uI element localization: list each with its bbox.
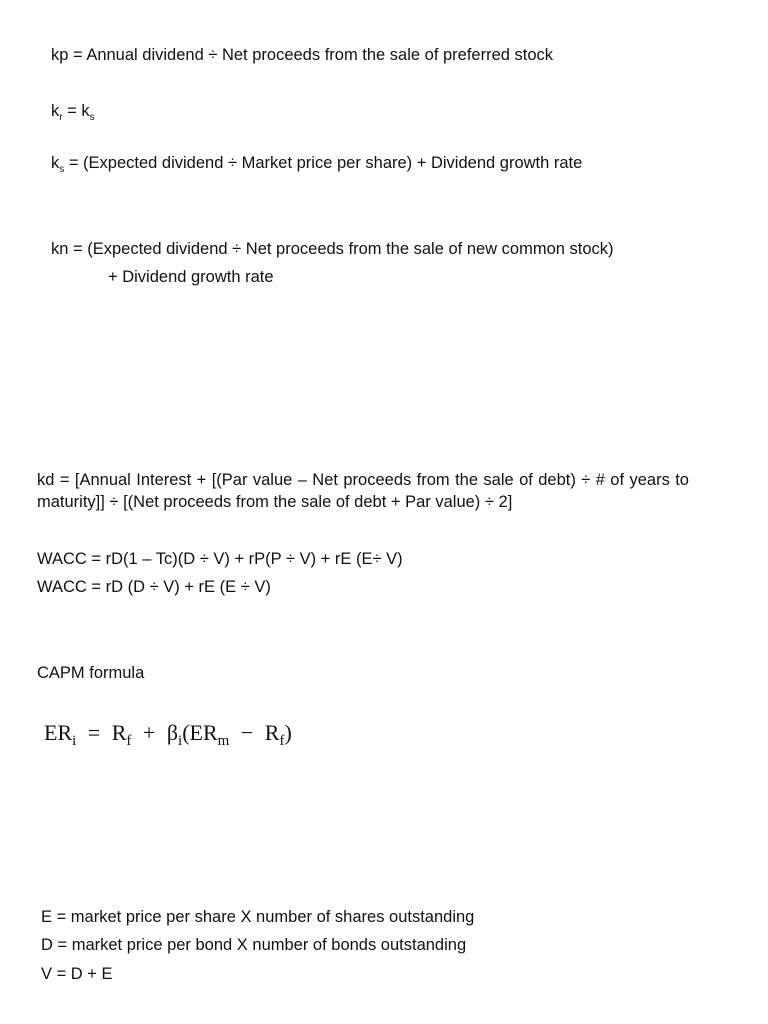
kn-formula-line1: kn = (Expected dividend ÷ Net proceeds from the sale of new common stock) (51, 240, 614, 258)
ks-rest: = (Expected dividend ÷ Market price per share) + Dividend growth rate (64, 154, 583, 172)
capm-minus: − (240, 720, 254, 745)
capm-sub-m: m (217, 733, 230, 749)
kr-subscript-r: r (59, 112, 63, 123)
definition-d: D = market price per bond X number of bonds outstanding (41, 936, 467, 954)
kd-formula: kd = [Annual Interest + [(Par value – Net proceeds from the sale of debt) ÷ # of years to maturity]] ÷ [(Net proceeds from the sale of debt + Par value) ÷ 2] (37, 471, 689, 511)
capm-beta: β (166, 720, 179, 745)
capm-sub-f2: f (279, 733, 285, 749)
definition-v: V = D + E (41, 965, 113, 983)
kr-k: k (51, 102, 60, 120)
capm-rf: R (111, 720, 127, 745)
capm-sub-f: f (126, 733, 132, 749)
capm-beta-sub-i: i (178, 733, 183, 749)
capm-open-erm: (ER (182, 720, 218, 745)
capm-er: ER (44, 720, 73, 745)
capm-rf2: R (264, 720, 280, 745)
definition-e: E = market price per share X number of shares outstanding (41, 908, 475, 926)
kn-formula-line2: + Dividend growth rate (108, 268, 274, 286)
wacc-formula-simple: WACC = rD (D ÷ V) + rE (E ÷ V) (37, 578, 271, 596)
capm-plus: + (142, 720, 156, 745)
capm-equals: = (87, 720, 101, 745)
ks-formula (51, 153, 582, 173)
wacc-formula-full: WACC = rD(1 – Tc)(D ÷ V) + rP(P ÷ V) + rE (E÷ V) (37, 550, 403, 568)
capm-close: ) (284, 720, 292, 745)
kp-formula: kp = Annual dividend ÷ Net proceeds from the sale of preferred stock (51, 46, 554, 64)
ks-k: k (51, 154, 60, 172)
capm-label: CAPM formula (37, 664, 145, 682)
ks-subscript-s: s (59, 164, 65, 175)
capm-sub-i: i (72, 733, 77, 749)
capm-formula (44, 718, 292, 748)
kr-subscript-s: s (89, 112, 95, 123)
kr-formula (51, 101, 95, 121)
kr-equals-k: = k (62, 102, 90, 120)
